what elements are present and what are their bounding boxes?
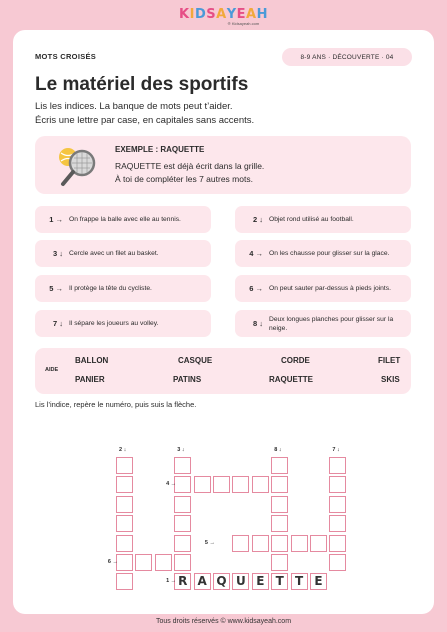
header-bar [35,48,412,66]
brand-letter: A [216,7,227,22]
grid-cell[interactable] [329,535,346,552]
worksheet [13,30,434,614]
example-line: RAQUETTE est déjà écrit dans la grille. [115,161,265,171]
grid-cell[interactable] [232,535,249,552]
grid-cell[interactable] [329,515,346,532]
grid-cell[interactable] [116,535,133,552]
clue-number: 7 ↓ [52,319,63,328]
clue-7 [35,310,211,337]
grid-cell[interactable] [174,535,191,552]
grid-cell[interactable] [155,554,172,571]
grid-cell[interactable] [213,476,230,493]
clue-text: On peut sauter par-dessus à pieds joints. [269,285,391,292]
clue-number: 5 → [49,284,63,293]
grid-cell[interactable] [271,515,288,532]
clue-number: 1 → [49,215,63,224]
grid-cell-filled[interactable]: E [310,573,327,590]
clue-number: 3 ↓ [52,249,63,258]
grid-cell[interactable] [329,554,346,571]
word-bank-label: AIDE [45,367,59,373]
instruction-line: Lis les indices. La banque de mots peut t’aider. [35,101,233,112]
hint-text: Lis l’indice, repère le numéro, puis suis la flèche. [35,400,197,409]
grid-cell[interactable] [252,476,269,493]
grid-cell[interactable] [174,476,191,493]
example-box [35,136,411,194]
grid-cell[interactable] [271,496,288,513]
grid-cell[interactable] [271,476,288,493]
instruction-line: Écris une lettre par case, en capitales sans accents. [35,115,255,126]
brand-letter: E [236,7,246,22]
grid-cell-filled[interactable]: R [174,573,191,590]
clue-5 [35,275,211,302]
grid-cell-filled[interactable]: A [194,573,211,590]
clue-text: Il protège la tête du cycliste. [69,285,152,292]
example-title: EXEMPLE : RAQUETTE [115,145,205,154]
grid-cell[interactable] [116,496,133,513]
bank-word: SKIS [381,375,400,384]
clue-text: On les chausse pour glisser sur la glace. [269,250,390,257]
brand-letter: H [256,7,268,22]
clue-text: Deux longues planches pour glisser sur la neige. [269,315,394,332]
clue-text: Cercle avec un filet au basket. [69,250,159,257]
grid-cell[interactable] [116,554,133,571]
clue-number: 2 ↓ [252,215,263,224]
grid-cell[interactable] [174,554,191,571]
grid-cell[interactable] [174,496,191,513]
example-line: À toi de compléter les 7 autres mots. [115,174,253,184]
grid-cell[interactable] [116,515,133,532]
grid-cell-filled[interactable]: Q [213,573,230,590]
clue-3 [35,240,211,267]
grid-number-label: 1 → [166,578,177,585]
grid-cell[interactable] [174,515,191,532]
grid-number-label: 2 ↓ [119,447,127,453]
bank-word: CASQUE [178,356,213,365]
grid-number-label: 6 → [107,559,118,565]
brand-subtitle: ® Kidsayeah.com [227,21,260,26]
clue-text: On frappe la balle avec elle au tennis. [69,216,181,223]
bank-word: PANIER [75,375,105,384]
grid-cell[interactable] [252,535,269,552]
brand-logo [0,7,447,26]
brand-letter: I [189,7,195,22]
tennis-racket-icon [55,144,99,188]
grid-cell[interactable] [232,476,249,493]
grid-cell-filled[interactable]: E [252,573,269,590]
grid-cell[interactable] [271,457,288,474]
clue-text: Il sépare les joueurs au volley. [69,320,159,327]
clue-8 [235,310,411,337]
grid-cell[interactable] [116,476,133,493]
clue-number: 4 → [249,249,263,258]
page-title: Le matériel des sportifs [35,74,249,95]
word-bank [35,348,411,394]
brand-letter: Y [226,7,237,22]
grid-number-label: 7 ↓ [332,447,340,453]
grid-cell[interactable] [135,554,152,571]
clue-number: 8 ↓ [252,319,263,328]
clue-6 [235,275,411,302]
grid-number-label: 5 → [204,539,215,546]
brand-name [0,7,447,22]
example-text [115,160,264,186]
grid-cell[interactable] [271,554,288,571]
grid-cell[interactable] [271,535,288,552]
grid-cell-filled[interactable]: U [232,573,249,590]
grid-cell[interactable] [310,535,327,552]
bank-word: RAQUETTE [269,375,313,384]
bank-word: BALLON [75,356,109,365]
instructions [35,100,254,128]
grid-number-label: 3 ↓ [177,447,185,453]
grid-cell-filled[interactable]: T [291,573,308,590]
grid-cell[interactable] [174,457,191,474]
brand-letter: A [246,7,257,22]
clue-number: 6 → [249,284,263,293]
brand-letter: D [194,7,207,22]
bank-word: FILET [378,356,401,365]
grid-cell[interactable] [116,573,133,590]
worksheet-kicker: MOTS CROISÉS [35,52,97,61]
grid-cell[interactable] [291,535,308,552]
bank-word: PATINS [173,375,202,384]
clue-4 [235,240,411,267]
clue-2 [235,206,411,233]
bank-word: CORDE [281,356,310,365]
grid-cell[interactable] [329,496,346,513]
copyright-footer: Tous droits réservés © www.kidsayeah.com [155,618,292,625]
grid-cell[interactable] [116,457,133,474]
grid-cell[interactable] [329,476,346,493]
level-badge: 8-9 ANS · DÉCOUVERTE · 04 [282,48,412,66]
brand-letter: K [179,7,190,22]
grid-number-label: 4 → [166,481,177,488]
clue-1 [35,206,211,233]
brand-letter: S [206,7,217,22]
grid-number-label: 8 ↓ [274,447,282,453]
grid-cell[interactable] [194,476,211,493]
grid-cell-filled[interactable]: T [271,573,288,590]
grid-cell[interactable] [329,457,346,474]
clue-text: Objet rond utilisé au football. [269,216,354,223]
